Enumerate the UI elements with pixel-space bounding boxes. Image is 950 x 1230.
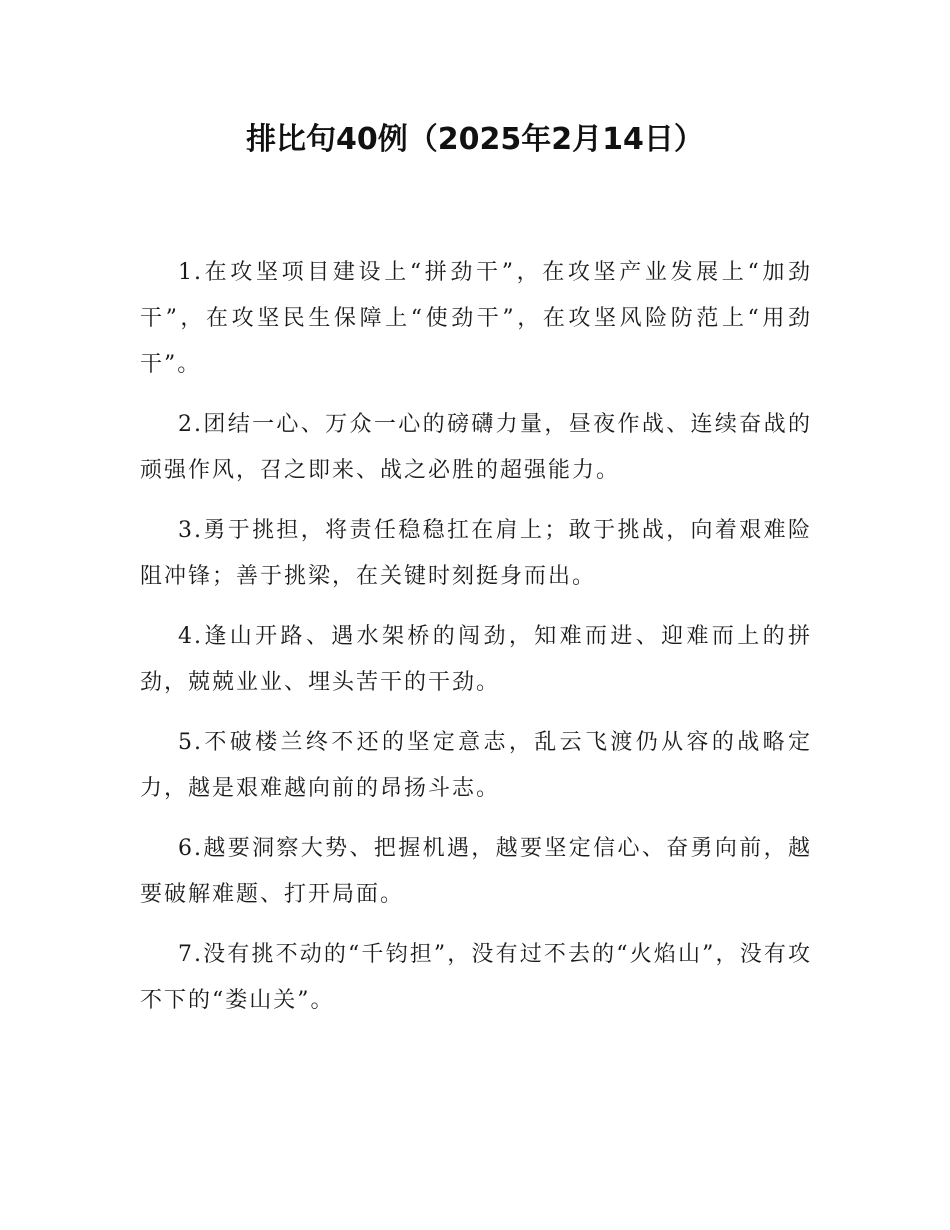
document-title: 排比句40例（2025年2月14日）: [246, 122, 704, 157]
paragraph-3: 3.勇于挑担，将责任稳稳扛在肩上；敢于挑战，向着艰难险阻冲锋；善于挑梁，在关键时刻挺身而出。: [140, 518, 812, 589]
paragraph-2: 2.团结一心、万众一心的磅礴力量，昼夜作战、连续奋战的顽强作风，召之即来、战之必胜的超强能力。: [140, 412, 812, 483]
document-body: [140, 250, 812, 1038]
paragraph-7: 7.没有挑不动的“千钧担”，没有过不去的“火焰山”，没有攻不下的“娄山关”。: [140, 942, 812, 1013]
paragraph-4: 4.逢山开路、遇水架桥的闯劲，知难而进、迎难而上的拼劲，兢兢业业、埋头苦干的干劲。: [140, 624, 812, 695]
paragraph-1: 1.在攻坚项目建设上“拼劲干”，在攻坚产业发展上“加劲干”，在攻坚民生保障上“使劲干”，在攻坚风险防范上“用劲干”。: [140, 260, 812, 377]
paragraph-6: 6.越要洞察大势、把握机遇，越要坚定信心、奋勇向前，越要破解难题、打开局面。: [140, 836, 812, 907]
paragraph-5: 5.不破楼兰终不还的坚定意志，乱云飞渡仍从容的战略定力，越是艰难越向前的昂扬斗志。: [140, 730, 812, 801]
